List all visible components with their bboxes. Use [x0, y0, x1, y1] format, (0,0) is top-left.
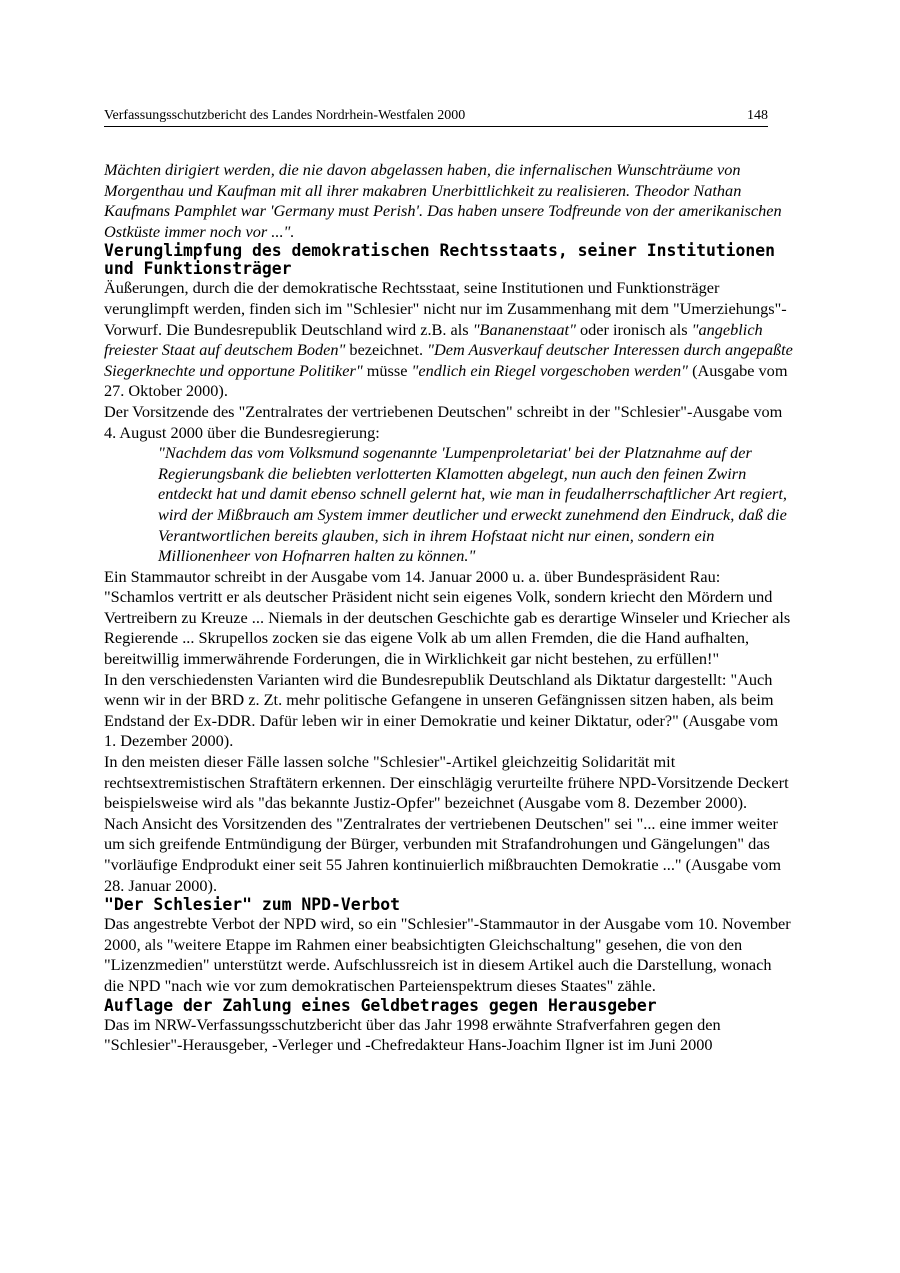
- text-run: bezeichnet.: [345, 340, 428, 360]
- paragraph-quote-continuation: Mächten dirigiert werden, die nie davon abgelassen haben, die infernalischen Wunschträume von Morgenthau und Kaufman mit all ihrer makabren Unerbittlichkeit zu realisieren. Theodor Nathan Kaufmans Pamphlet war 'Germany must Perish'. Das haben unsere Todfreunde von der amerikanischen Ostküste immer noch vor ...".: [104, 160, 782, 241]
- section-heading-verunglimpfung: Verunglimpfung des demokratischen Rechtsstaats, seiner Institutionen und Funktionsträger: [104, 241, 776, 279]
- paragraph-stammautor-rau: Ein Stammautor schreibt in der Ausgabe vom 14. Januar 2000 u. a. über Bundespräsident Rau: "Schamlos vertritt er als deutscher Präsident nicht sein eigenes Volk, sondern kriecht den Mördern und Vertreibern zu Kreuze ... Niemals in der deutschen Geschichte gab es derartige Winseler und Kriecher als Regierende ... Skrupellos zocken sie das eigene Volk ab um allen Fremden, die die Hand aufhalten, bereitwillig immerwährende Forderungen, die in Wirklichkeit gar nicht bestehen, zu erfüllen!": [104, 566, 791, 669]
- paragraph-entmuendigung: Nach Ansicht des Vorsitzenden des "Zentralrates der vertriebenen Deutschen" sei "... eine immer weiter um sich greifende Entmündigung der Bürger, verbunden mit Strafandrohungen und Gängelungen" das "vorläufige Endprodukt einer seit 55 Jahren kontinuierlich mißbrauchten Demokratie ..." (Ausgabe vom 28. Januar 2000).: [104, 813, 782, 895]
- text-run: oder ironisch als: [575, 319, 692, 339]
- quote-run: "Dem Ausverkauf deutscher Interessen durch angepaßte Siegerknechte und opportune Politiker": [104, 340, 793, 380]
- running-header: [104, 108, 768, 127]
- section-heading-npd-verbot: "Der Schlesier" zum NPD-Verbot: [104, 895, 401, 915]
- paragraph-npd-verbot: Das angestrebte Verbot der NPD wird, so ein "Schlesier"-Stammautor in der Ausgabe vom 10. November 2000, als "weitere Etappe im Rahmen einer beabsichtigten Gleichschaltung" gesehen, die von den "Lizenzmedien" unterstützt werde. Aufschlussreich ist in diesem Artikel auch die Darstellung, wonach die NPD "nach wie vor zum demokratischen Parteienspektrum dieses Staates" zähle.: [104, 914, 791, 995]
- paragraph-solidaritaet: In den meisten dieser Fälle lassen solche "Schlesier"-Artikel gleichzeitig Solidarität mit rechtsextremistischen Straftätern erkennen. Der einschlägig verurteilte frühere NPD-Vorsitzende Deckert beispielsweise wird als "das bekannte Justiz-Opfer" bezeichnet (Ausgabe vom 8. Dezember 2000).: [104, 752, 789, 813]
- quote-run: "angeblich freiester Staat auf deutschem Boden": [104, 319, 763, 360]
- text-run: müsse: [362, 360, 412, 380]
- quote-run: "Bananenstaat": [472, 319, 576, 339]
- text-run: Äußerungen, durch die der demokratische Rechtsstaat, seine Institutionen und Funktionsträger verunglimpft werden, finden sich im "Schlesier" nicht nur im Zusammenhang mit dem "Umerziehungs"-Vorwurf. Die Bundesrepublik Deutschland wird z.B. als: [104, 278, 787, 339]
- document-body: [104, 160, 794, 1056]
- paragraph-diktatur: In den verschiedensten Varianten wird die Bundesrepublik Deutschland als Diktatur dargestellt: "Auch wenn wir in der BRD z. Zt. mehr politische Gefangene in unseren Gefängnissen sitzen haben, als beim Endstand der Ex-DDR. Dafür leben wir in einer Demokratie und keiner Diktatur, oder?" (Ausgabe vom 1. Dezember 2000).: [104, 669, 779, 751]
- block-quote: "Nachdem das vom Volksmund sogenannte 'Lumpenproletariat' bei der Platznahme auf der Regierungsbank die beliebten verlotterten Klamotten abgelegt, nun auch den feinen Zwirn entdeckt hat und damit ebenso schnell gelernt hat, wie man in feudalherrschaftlicher Art regiert, wird der Mißbrauch am System immer deutlicher und erweckt zunehmend den Eindruck, daß die Verantwortlichen bereits glauben, sich in ihrem Hofstaat nicht nur einen, sondern ein Millionenheer von Hofnarren halten zu können.": [158, 443, 787, 566]
- section-heading-auflage: Auflage der Zahlung eines Geldbetrages gegen Herausgeber: [104, 995, 657, 1015]
- paragraph-verunglimpfung: [104, 278, 794, 402]
- paragraph-strafverfahren: Das im NRW-Verfassungsschutzbericht über das Jahr 1998 erwähnte Strafverfahren gegen den "Schlesier"-Herausgeber, -Verleger und -Chefredakteur Hans-Joachim Ilgner ist im Juni 2000: [104, 1014, 721, 1055]
- header-title: Verfassungsschutzbericht des Landes Nordrhein-Westfalen 2000: [104, 108, 466, 123]
- quote-run: "endlich ein Riegel vorgeschoben werden": [411, 360, 689, 380]
- text-run: (Ausgabe vom 27. Oktober 2000).: [104, 360, 788, 401]
- paragraph-zentralrat-intro: Der Vorsitzende des "Zentralrates der vertriebenen Deutschen" schreibt in der "Schlesier"-Ausgabe vom 4. August 2000 über die Bundesregierung:: [104, 401, 783, 442]
- page-number: 148: [747, 108, 768, 123]
